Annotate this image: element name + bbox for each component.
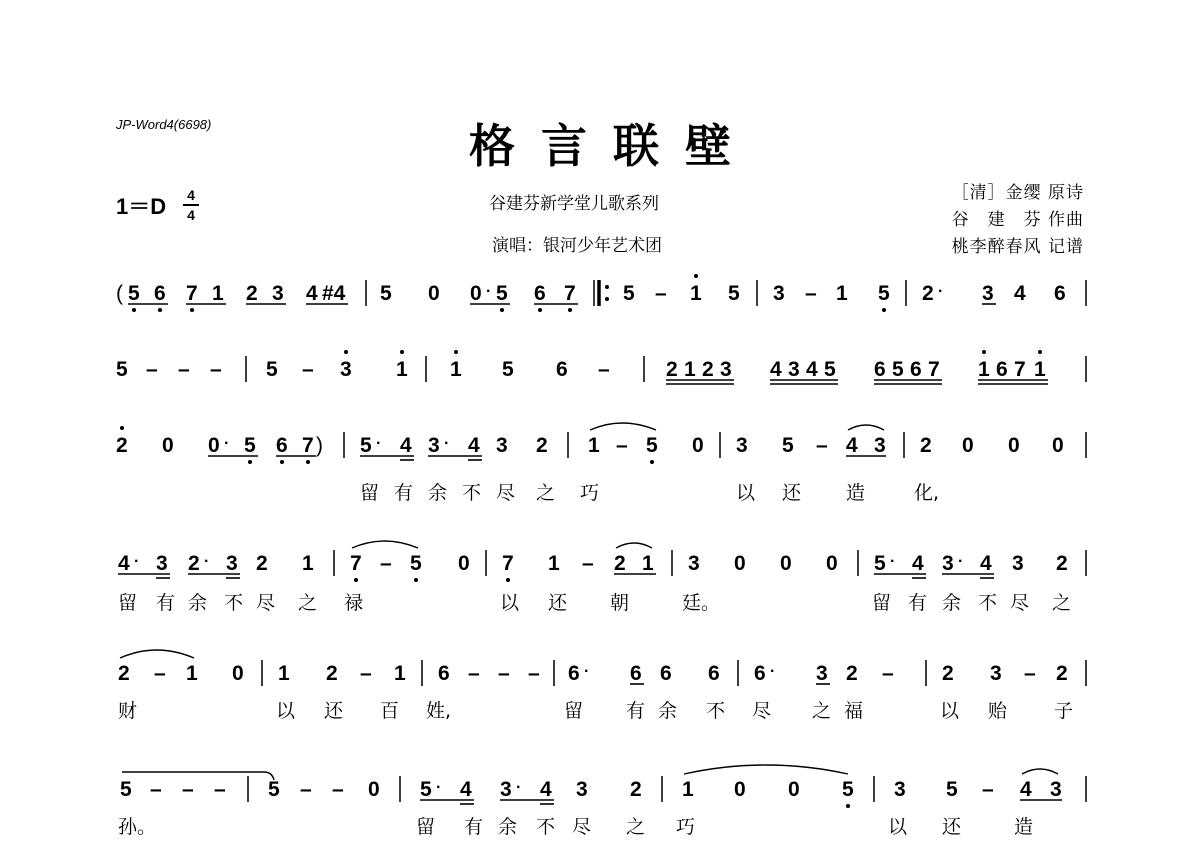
svg-text:1: 1 — [978, 358, 990, 381]
svg-text:7: 7 — [186, 282, 198, 305]
svg-text:·: · — [444, 435, 450, 452]
svg-text:5: 5 — [496, 282, 508, 305]
svg-text:2: 2 — [846, 662, 858, 685]
svg-text:7: 7 — [350, 552, 362, 575]
svg-text:5: 5 — [824, 358, 836, 381]
lyric-syllable: 巧 — [676, 816, 696, 838]
lyric-syllable: 留 — [872, 592, 892, 614]
svg-text:·: · — [486, 283, 492, 300]
lyric-syllable: 之 — [536, 482, 556, 504]
lyric-syllable: 之 — [812, 700, 832, 722]
svg-text:7: 7 — [564, 282, 576, 305]
svg-text:4: 4 — [770, 358, 782, 381]
svg-text:5: 5 — [420, 778, 432, 801]
time-signature — [183, 187, 199, 223]
svg-text:–: – — [582, 552, 594, 575]
lyric-syllable: 贻 — [988, 700, 1008, 722]
lyric-syllable: 禄 — [344, 592, 364, 614]
svg-text:2: 2 — [942, 662, 954, 685]
svg-text:5: 5 — [120, 778, 132, 801]
svg-text:1: 1 — [588, 434, 600, 457]
lyric-syllable: 尽 — [752, 700, 772, 722]
svg-text:–: – — [146, 358, 158, 381]
svg-text:3: 3 — [736, 434, 748, 457]
lyric-syllable: 不 — [706, 700, 726, 722]
lyric-syllable: 尽 — [256, 592, 276, 614]
lyric-syllable: 留 — [416, 816, 436, 838]
svg-text:–: – — [360, 662, 372, 685]
svg-text:6: 6 — [708, 662, 720, 685]
score-line-2 — [116, 346, 1088, 390]
score-line-3 — [116, 422, 1088, 466]
svg-text:7: 7 — [502, 552, 514, 575]
svg-text:3: 3 — [688, 552, 700, 575]
svg-text:–: – — [498, 662, 510, 685]
svg-text:6: 6 — [438, 662, 450, 685]
lyric-syllable: 余 — [188, 592, 208, 614]
svg-text:3: 3 — [1050, 778, 1062, 801]
lyric-syllable: 财 — [118, 700, 138, 722]
lyric-syllable: 以 — [736, 482, 756, 504]
svg-text:5: 5 — [842, 778, 854, 801]
svg-text:2: 2 — [922, 282, 934, 305]
svg-text:1: 1 — [684, 358, 696, 381]
svg-text:7: 7 — [1014, 358, 1026, 381]
time-signature-line — [183, 204, 199, 206]
lyric-syllable: 留 — [360, 482, 380, 504]
svg-text:3: 3 — [340, 358, 352, 381]
lyric-syllable: 尽 — [572, 816, 592, 838]
svg-text:2: 2 — [630, 778, 642, 801]
svg-text:3: 3 — [500, 778, 512, 801]
svg-text:0: 0 — [734, 778, 746, 801]
svg-text:3: 3 — [982, 282, 994, 305]
lyric-syllable: 以 — [940, 700, 960, 722]
svg-text:1: 1 — [1034, 358, 1046, 381]
svg-text:0: 0 — [1052, 434, 1064, 457]
lyric-syllable: 有 — [464, 816, 484, 838]
lyric-syllable: 有 — [908, 592, 928, 614]
svg-text:5: 5 — [946, 778, 958, 801]
svg-text:–: – — [302, 358, 314, 381]
lyric-syllable: 尽 — [1010, 592, 1030, 614]
svg-text:2: 2 — [920, 434, 932, 457]
svg-text:·: · — [938, 283, 944, 300]
notation-line-5 — [116, 650, 1088, 700]
svg-text:–: – — [805, 282, 817, 305]
svg-text:3: 3 — [576, 778, 588, 801]
svg-text:6: 6 — [910, 358, 922, 381]
svg-text:3: 3 — [788, 358, 800, 381]
lyric-syllable: 以 — [888, 816, 908, 838]
svg-text:2: 2 — [536, 434, 548, 457]
svg-text:5: 5 — [268, 778, 280, 801]
lyric-syllable: 之 — [1052, 592, 1072, 614]
svg-text:5: 5 — [244, 434, 256, 457]
svg-text:4: 4 — [912, 552, 924, 575]
lyric-syllable: 朝 — [610, 592, 630, 614]
svg-text:2: 2 — [614, 552, 626, 575]
svg-text:1: 1 — [836, 282, 848, 305]
notation-line-2 — [116, 346, 1088, 396]
lyric-syllable: 化, — [914, 482, 940, 504]
svg-text:4: 4 — [400, 434, 412, 457]
svg-text:3: 3 — [1012, 552, 1024, 575]
svg-text:0: 0 — [780, 552, 792, 575]
svg-text:·: · — [376, 435, 382, 452]
svg-text:1: 1 — [396, 358, 408, 381]
svg-text:·: · — [890, 553, 896, 570]
svg-text:1: 1 — [682, 778, 694, 801]
lyric-syllable: 余 — [942, 592, 962, 614]
performer-line: 演唱：银河少年艺术团 — [492, 236, 662, 256]
svg-text:1: 1 — [394, 662, 406, 685]
lyric-syllable: 留 — [118, 592, 138, 614]
lyric-syllable: 还 — [782, 482, 802, 504]
lyric-syllable: 有 — [394, 482, 414, 504]
svg-text:·: · — [224, 435, 230, 452]
svg-text:6: 6 — [534, 282, 546, 305]
svg-text:6: 6 — [874, 358, 886, 381]
svg-text:6: 6 — [754, 662, 766, 685]
lyric-syllable: 子 — [1054, 700, 1074, 722]
svg-text:4: 4 — [1020, 778, 1032, 801]
lyric-syllable: 之 — [626, 816, 646, 838]
svg-text:0: 0 — [162, 434, 174, 457]
svg-text:1: 1 — [548, 552, 560, 575]
svg-text:5: 5 — [410, 552, 422, 575]
svg-text:2: 2 — [666, 358, 678, 381]
svg-text:1: 1 — [690, 282, 702, 305]
svg-text:–: – — [982, 778, 994, 801]
lyric-syllable: 以 — [276, 700, 296, 722]
score-line-4 — [116, 540, 1088, 584]
svg-text:0: 0 — [368, 778, 380, 801]
svg-text:3: 3 — [990, 662, 1002, 685]
svg-text:3: 3 — [894, 778, 906, 801]
lyric-syllable: 不 — [462, 482, 482, 504]
svg-text:6: 6 — [154, 282, 166, 305]
svg-text:0: 0 — [788, 778, 800, 801]
svg-text:4: 4 — [460, 778, 472, 801]
lyric-syllable: 造 — [1014, 816, 1034, 838]
svg-text:3: 3 — [874, 434, 886, 457]
svg-text:): ) — [316, 434, 323, 457]
svg-text:2: 2 — [188, 552, 200, 575]
svg-text:·: · — [134, 553, 140, 570]
svg-text:–: – — [1024, 662, 1036, 685]
svg-text:4: 4 — [468, 434, 480, 457]
svg-text:·: · — [958, 553, 964, 570]
svg-text:–: – — [210, 358, 222, 381]
key-signature: 1＝D — [116, 194, 167, 219]
lyric-syllable: 余 — [498, 816, 518, 838]
lyric-syllable: 福 — [844, 700, 864, 722]
score-line-1 — [116, 270, 1088, 314]
svg-text:1: 1 — [278, 662, 290, 685]
svg-text:6: 6 — [630, 662, 642, 685]
svg-text:(: ( — [116, 282, 123, 305]
svg-text:5: 5 — [128, 282, 140, 305]
lyric-syllable: 巧 — [580, 482, 600, 504]
svg-text:2: 2 — [1056, 552, 1068, 575]
software-version: JP-Word4(6698) — [116, 117, 212, 132]
score-line-5 — [116, 650, 1088, 694]
lyric-syllable: 孙。 — [118, 816, 157, 838]
svg-text:6: 6 — [1054, 282, 1066, 305]
svg-text:2: 2 — [256, 552, 268, 575]
svg-text:–: – — [380, 552, 392, 575]
lyric-syllable: 有 — [156, 592, 176, 614]
svg-text:2: 2 — [118, 662, 130, 685]
svg-text:5: 5 — [502, 358, 514, 381]
svg-text:–: – — [182, 778, 194, 801]
lyrics-line-6 — [116, 812, 1088, 838]
svg-text:0: 0 — [1008, 434, 1020, 457]
svg-text:–: – — [598, 358, 610, 381]
lyric-syllable: 尽 — [496, 482, 516, 504]
svg-text:0: 0 — [232, 662, 244, 685]
svg-text:2: 2 — [246, 282, 258, 305]
notation-line-3 — [116, 422, 1088, 472]
svg-text:3: 3 — [156, 552, 168, 575]
svg-text:4: 4 — [118, 552, 130, 575]
svg-text:0: 0 — [734, 552, 746, 575]
svg-text:5: 5 — [380, 282, 392, 305]
svg-text:6: 6 — [276, 434, 288, 457]
svg-text:4: 4 — [980, 552, 992, 575]
svg-text:#4: #4 — [322, 282, 346, 305]
svg-text:0: 0 — [692, 434, 704, 457]
svg-text:2: 2 — [116, 434, 128, 457]
svg-text:5: 5 — [266, 358, 278, 381]
series-subtitle: 谷建芬新学堂儿歌系列 — [489, 194, 659, 214]
svg-text:6: 6 — [568, 662, 580, 685]
svg-text:–: – — [178, 358, 190, 381]
svg-text:7: 7 — [302, 434, 314, 457]
svg-text:5: 5 — [623, 282, 635, 305]
svg-text:5: 5 — [878, 282, 890, 305]
svg-text:5: 5 — [728, 282, 740, 305]
svg-text:4: 4 — [846, 434, 858, 457]
svg-text:2: 2 — [326, 662, 338, 685]
svg-text:0: 0 — [208, 434, 220, 457]
svg-text:6: 6 — [660, 662, 672, 685]
svg-text:–: – — [332, 778, 344, 801]
svg-text:–: – — [300, 778, 312, 801]
lyric-syllable: 不 — [978, 592, 998, 614]
lyrics-line-4 — [116, 588, 1088, 614]
lyric-syllable: 以 — [500, 592, 520, 614]
svg-text:4: 4 — [1014, 282, 1026, 305]
lyric-syllable: 余 — [428, 482, 448, 504]
svg-text:0: 0 — [826, 552, 838, 575]
time-signature-top: 4 — [187, 187, 195, 203]
notation-line-6 — [116, 766, 1088, 816]
score-line-6 — [116, 766, 1088, 810]
credit-composer: 谷 建 芬 作曲 — [951, 210, 1084, 230]
svg-text:3: 3 — [428, 434, 440, 457]
svg-text:1: 1 — [302, 552, 314, 575]
svg-text:3: 3 — [773, 282, 785, 305]
lyric-syllable: 不 — [224, 592, 244, 614]
svg-text:3: 3 — [496, 434, 508, 457]
svg-text:7: 7 — [928, 358, 940, 381]
svg-text:5: 5 — [874, 552, 886, 575]
lyric-syllable: 余 — [658, 700, 678, 722]
svg-text:0: 0 — [458, 552, 470, 575]
svg-text:1: 1 — [212, 282, 224, 305]
svg-text:·: · — [516, 779, 522, 796]
svg-text:·: · — [204, 553, 210, 570]
svg-text:3: 3 — [720, 358, 732, 381]
svg-text:5: 5 — [782, 434, 794, 457]
svg-text:6: 6 — [556, 358, 568, 381]
svg-text:–: – — [616, 434, 628, 457]
lyric-syllable: 不 — [536, 816, 556, 838]
lyric-syllable: 还 — [942, 816, 962, 838]
svg-text:–: – — [150, 778, 162, 801]
time-signature-bottom: 4 — [187, 207, 195, 223]
notation-line-1 — [116, 270, 1088, 320]
lyric-syllable: 还 — [324, 700, 344, 722]
svg-text:3: 3 — [816, 662, 828, 685]
lyric-syllable: 廷。 — [682, 592, 721, 614]
svg-text:1: 1 — [186, 662, 198, 685]
lyric-syllable: 造 — [846, 482, 866, 504]
lyric-syllable: 百 — [380, 700, 400, 722]
lyrics-line-3 — [116, 478, 1088, 504]
svg-text:0: 0 — [470, 282, 482, 305]
notation-line-4 — [116, 540, 1088, 590]
svg-text:·: · — [770, 663, 776, 680]
svg-text:3: 3 — [226, 552, 238, 575]
song-title: 格言联壁 — [469, 119, 757, 173]
svg-text:–: – — [214, 778, 226, 801]
svg-text:5: 5 — [116, 358, 128, 381]
lyrics-line-5 — [116, 696, 1088, 722]
svg-text:4: 4 — [540, 778, 552, 801]
svg-text:–: – — [528, 662, 540, 685]
svg-text:–: – — [154, 662, 166, 685]
svg-text:·: · — [584, 663, 590, 680]
svg-text:·: · — [436, 779, 442, 796]
svg-text:2: 2 — [1056, 662, 1068, 685]
credit-transcriber: 桃李醉春风 记谱 — [951, 237, 1084, 257]
lyric-syllable: 留 — [564, 700, 584, 722]
svg-text:4: 4 — [806, 358, 818, 381]
svg-text:1: 1 — [642, 552, 654, 575]
lyric-syllable: 有 — [626, 700, 646, 722]
svg-text:0: 0 — [962, 434, 974, 457]
svg-text:5: 5 — [360, 434, 372, 457]
svg-text:5: 5 — [646, 434, 658, 457]
svg-text:–: – — [882, 662, 894, 685]
svg-text:0: 0 — [428, 282, 440, 305]
svg-text:3: 3 — [942, 552, 954, 575]
lyric-syllable: 还 — [548, 592, 568, 614]
svg-text:2: 2 — [702, 358, 714, 381]
svg-text:3: 3 — [272, 282, 284, 305]
svg-text:–: – — [655, 282, 667, 305]
svg-text:5: 5 — [892, 358, 904, 381]
credit-lyricist: ［清］金缨 原诗 — [951, 183, 1084, 203]
svg-text:1: 1 — [450, 358, 462, 381]
svg-text:6: 6 — [996, 358, 1008, 381]
svg-text:–: – — [816, 434, 828, 457]
lyric-syllable: 姓, — [426, 700, 452, 722]
svg-text:–: – — [468, 662, 480, 685]
lyric-syllable: 之 — [298, 592, 318, 614]
svg-text:4: 4 — [306, 282, 318, 305]
